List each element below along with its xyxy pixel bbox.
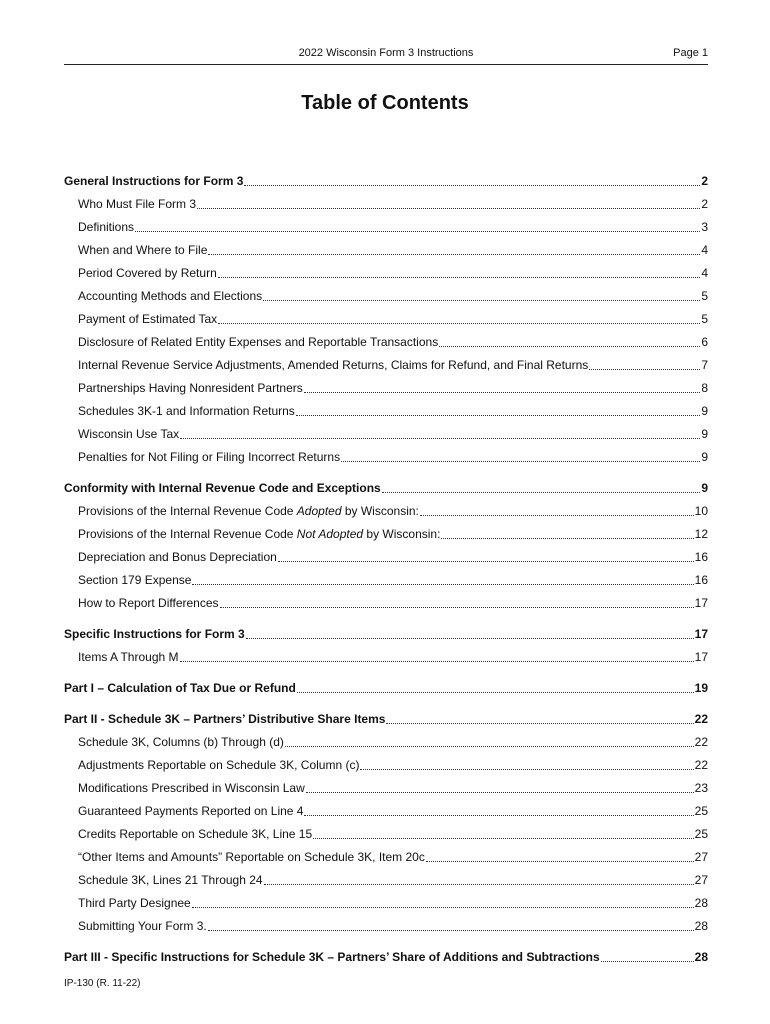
toc-subentry[interactable] bbox=[64, 731, 708, 754]
toc-entry-label: Provisions of the Internal Revenue Code Adopted by Wisconsin: bbox=[78, 504, 419, 518]
toc-entry-label: Schedule 3K, Columns (b) Through (d) bbox=[78, 735, 284, 749]
toc-heading: Table of Contents bbox=[301, 92, 469, 114]
dot-leader bbox=[439, 346, 700, 347]
toc-entry-label: Partnerships Having Nonresident Partners bbox=[78, 381, 303, 395]
toc-subentry[interactable] bbox=[64, 869, 708, 892]
toc-entry-page: 4 bbox=[701, 266, 708, 280]
toc-subentry[interactable] bbox=[64, 915, 708, 938]
toc-entry-page: 27 bbox=[694, 850, 708, 864]
toc-entry-page: 10 bbox=[694, 504, 708, 518]
toc-entry-label: Schedule 3K, Lines 21 Through 24 bbox=[78, 873, 263, 887]
toc-subentry[interactable] bbox=[64, 308, 708, 331]
toc-entry-page: 4 bbox=[701, 243, 708, 257]
toc-entry-page: 22 bbox=[694, 735, 708, 749]
toc-subentry[interactable] bbox=[64, 892, 708, 915]
dot-leader bbox=[264, 884, 694, 885]
toc-entry-label: Penalties for Not Filing or Filing Incorrect Returns bbox=[78, 450, 341, 464]
dot-leader bbox=[135, 231, 700, 232]
dot-leader bbox=[420, 515, 694, 516]
page-header bbox=[64, 44, 708, 65]
toc-entry-page: 27 bbox=[694, 873, 708, 887]
toc-subentry[interactable] bbox=[64, 546, 708, 569]
toc-entry-page: 19 bbox=[694, 681, 708, 695]
toc-subentry[interactable] bbox=[64, 423, 708, 446]
toc-subentry[interactable] bbox=[64, 846, 708, 869]
dot-leader bbox=[218, 323, 700, 324]
toc-section-entry[interactable] bbox=[64, 677, 708, 700]
dot-leader bbox=[341, 461, 700, 462]
dot-leader bbox=[220, 607, 694, 608]
page-number: Page 1 bbox=[673, 47, 708, 59]
toc-entry-label: Payment of Estimated Tax bbox=[78, 312, 218, 326]
toc-subentry[interactable] bbox=[64, 216, 708, 239]
toc-entry-page: 28 bbox=[694, 919, 708, 933]
toc-entry-label: Who Must File Form 3 bbox=[78, 197, 197, 211]
toc-section-entry[interactable] bbox=[64, 477, 708, 500]
toc-entry-label: Depreciation and Bonus Depreciation bbox=[78, 550, 277, 564]
toc-entry-page: 17 bbox=[694, 650, 708, 664]
toc-subentry[interactable] bbox=[64, 354, 708, 377]
toc-subentry[interactable] bbox=[64, 193, 708, 216]
toc-entry-label: Conformity with Internal Revenue Code and Exceptions bbox=[64, 481, 381, 495]
dot-leader bbox=[589, 369, 700, 370]
toc-entry-page: 2 bbox=[701, 174, 708, 188]
toc-subentry[interactable] bbox=[64, 569, 708, 592]
toc-section-entry[interactable] bbox=[64, 708, 708, 731]
dot-leader bbox=[313, 838, 693, 839]
toc-entry-label: How to Report Differences bbox=[78, 596, 219, 610]
dot-leader bbox=[426, 861, 694, 862]
toc-section-entry[interactable] bbox=[64, 170, 708, 193]
dot-leader bbox=[382, 492, 701, 493]
table-of-contents bbox=[64, 170, 708, 969]
toc-entry-label: Submitting Your Form 3. bbox=[78, 919, 207, 933]
toc-entry-page: 9 bbox=[701, 404, 708, 418]
dot-leader bbox=[304, 392, 701, 393]
form-code-footer: IP-130 (R. 11-22) bbox=[64, 978, 141, 989]
toc-entry-page: 17 bbox=[694, 627, 708, 641]
toc-entry-page: 23 bbox=[694, 781, 708, 795]
toc-entry-page: 12 bbox=[694, 527, 708, 541]
toc-subentry[interactable] bbox=[64, 331, 708, 354]
toc-section-entry[interactable] bbox=[64, 946, 708, 969]
dot-leader bbox=[263, 300, 700, 301]
toc-entry-label: Disclosure of Related Entity Expenses and Reportable Transactions bbox=[78, 335, 439, 349]
toc-subentry[interactable] bbox=[64, 500, 708, 523]
toc-entry-page: 9 bbox=[701, 481, 708, 495]
toc-entry-page: 9 bbox=[701, 450, 708, 464]
toc-entry-page: 6 bbox=[701, 335, 708, 349]
dot-leader bbox=[208, 930, 694, 931]
toc-entry-page: 22 bbox=[694, 758, 708, 772]
toc-subentry[interactable] bbox=[64, 800, 708, 823]
toc-entry-label: Section 179 Expense bbox=[78, 573, 192, 587]
dot-leader bbox=[197, 208, 700, 209]
dot-leader bbox=[285, 746, 694, 747]
toc-entry-page: 25 bbox=[694, 827, 708, 841]
toc-entry-page: 5 bbox=[701, 289, 708, 303]
toc-entry-label: General Instructions for Form 3 bbox=[64, 174, 244, 188]
toc-entry-page: 3 bbox=[701, 220, 708, 234]
toc-entry-label: Provisions of the Internal Revenue Code Not Adopted by Wisconsin: bbox=[78, 527, 441, 541]
toc-entry-page: 28 bbox=[694, 950, 708, 964]
toc-entry-label: Part II - Schedule 3K – Partners’ Distributive Share Items bbox=[64, 712, 386, 726]
toc-subentry[interactable] bbox=[64, 239, 708, 262]
toc-subentry[interactable] bbox=[64, 754, 708, 777]
toc-entry-page: 2 bbox=[701, 197, 708, 211]
document-title: 2022 Wisconsin Form 3 Instructions bbox=[298, 47, 474, 59]
dot-leader bbox=[218, 277, 701, 278]
toc-entry-label: Part I – Calculation of Tax Due or Refund bbox=[64, 681, 296, 695]
toc-entry-page: 16 bbox=[694, 573, 708, 587]
toc-subentry[interactable] bbox=[64, 262, 708, 285]
toc-entry-page: 25 bbox=[694, 804, 708, 818]
toc-entry-label: Third Party Designee bbox=[78, 896, 191, 910]
toc-entry-label: Guaranteed Payments Reported on Line 4 bbox=[78, 804, 304, 818]
toc-entry-page: 9 bbox=[701, 427, 708, 441]
toc-subentry[interactable] bbox=[64, 377, 708, 400]
toc-entry-page: 22 bbox=[694, 712, 708, 726]
toc-entry-page: 5 bbox=[701, 312, 708, 326]
dot-leader bbox=[246, 638, 694, 639]
toc-subentry[interactable] bbox=[64, 592, 708, 615]
toc-entry-page: 8 bbox=[701, 381, 708, 395]
toc-entry-page: 7 bbox=[701, 358, 708, 372]
toc-entry-label: Internal Revenue Service Adjustments, Amended Returns, Claims for Refund, and Final Returns bbox=[78, 358, 589, 372]
toc-subentry[interactable] bbox=[64, 646, 708, 669]
dot-leader bbox=[180, 438, 700, 439]
dot-leader bbox=[296, 415, 701, 416]
toc-entry-label: Specific Instructions for Form 3 bbox=[64, 627, 245, 641]
dot-leader bbox=[360, 769, 693, 770]
dot-leader bbox=[208, 254, 700, 255]
dot-leader bbox=[297, 692, 694, 693]
toc-entry-label: Accounting Methods and Elections bbox=[78, 289, 263, 303]
toc-subentry[interactable] bbox=[64, 446, 708, 469]
dot-leader bbox=[244, 185, 700, 186]
toc-entry-label: When and Where to File bbox=[78, 243, 208, 257]
toc-entry-label: Period Covered by Return bbox=[78, 266, 217, 280]
toc-entry-page: 28 bbox=[694, 896, 708, 910]
dot-leader bbox=[304, 815, 693, 816]
dot-leader bbox=[278, 561, 694, 562]
toc-entry-page: 17 bbox=[694, 596, 708, 610]
toc-subentry[interactable] bbox=[64, 285, 708, 308]
toc-entry-label: Adjustments Reportable on Schedule 3K, Column (c) bbox=[78, 758, 360, 772]
dot-leader bbox=[306, 792, 694, 793]
toc-subentry[interactable] bbox=[64, 777, 708, 800]
toc-entry-label: Part III - Specific Instructions for Schedule 3K – Partners’ Share of Additions and Subtractions bbox=[64, 950, 600, 964]
dot-leader bbox=[180, 661, 694, 662]
toc-subentry[interactable] bbox=[64, 400, 708, 423]
toc-subentry[interactable] bbox=[64, 823, 708, 846]
toc-subentry[interactable] bbox=[64, 523, 708, 546]
toc-entry-label: Modifications Prescribed in Wisconsin Law bbox=[78, 781, 305, 795]
toc-entry-label: Schedules 3K-1 and Information Returns bbox=[78, 404, 295, 418]
dot-leader bbox=[601, 961, 694, 962]
toc-entry-label: Definitions bbox=[78, 220, 135, 234]
toc-section-entry[interactable] bbox=[64, 623, 708, 646]
toc-entry-page: 16 bbox=[694, 550, 708, 564]
toc-entry-label: Items A Through M bbox=[78, 650, 179, 664]
dot-leader bbox=[386, 723, 693, 724]
dot-leader bbox=[192, 907, 694, 908]
dot-leader bbox=[192, 584, 693, 585]
toc-entry-label: Credits Reportable on Schedule 3K, Line 15 bbox=[78, 827, 313, 841]
dot-leader bbox=[441, 538, 693, 539]
toc-entry-label: “Other Items and Amounts” Reportable on Schedule 3K, Item 20c bbox=[78, 850, 425, 864]
toc-entry-label: Wisconsin Use Tax bbox=[78, 427, 180, 441]
